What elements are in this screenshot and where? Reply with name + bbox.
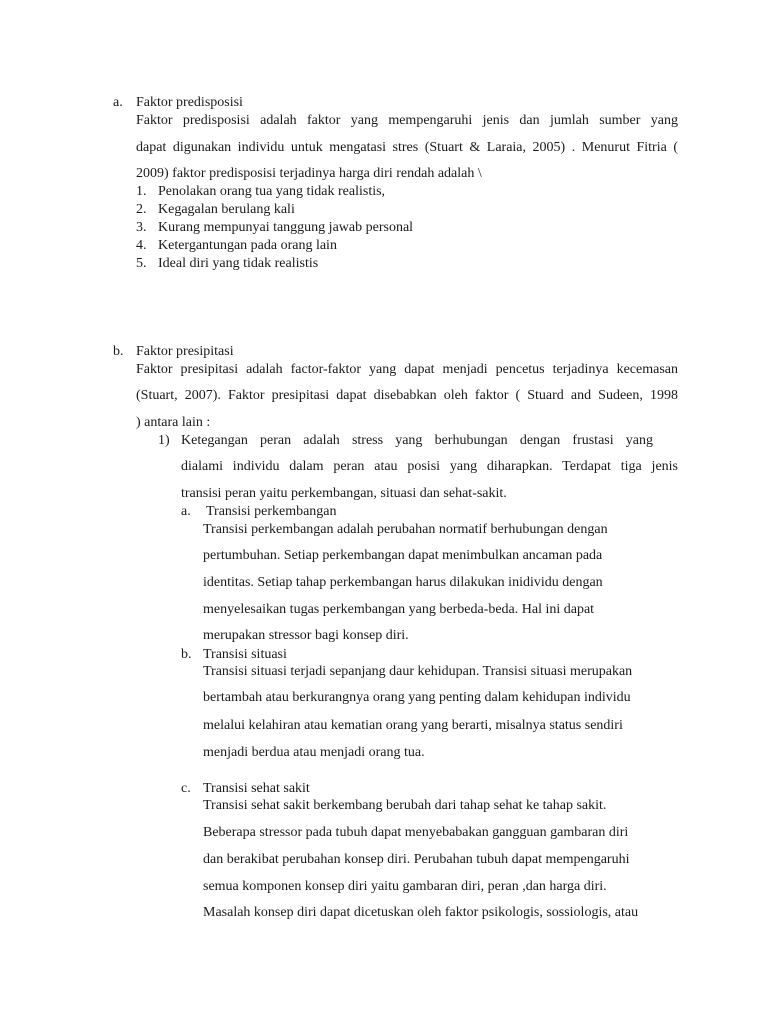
item1-line: transisi peran yaitu perkembangan, situasi dan sehat-sakit.: [181, 486, 507, 501]
section-b-para-line: (Stuart, 2007). Faktor presipitasi dapat disebabkan oleh faktor ( Stuard and Sudeen, 1998: [136, 388, 678, 403]
list-item: Penolakan orang tua yang tidak realistis,: [158, 184, 386, 199]
section-a-heading: Faktor predisposisi: [136, 95, 243, 110]
subsection-title: Transisi situasi: [203, 647, 287, 662]
subsection-line: Transisi situasi terjadi sepanjang daur kehidupan. Transisi situasi merupakan: [203, 664, 633, 679]
subsection-title: Transisi perkembangan: [206, 504, 337, 519]
list-item: Kurang mempunyai tanggung jawab personal: [158, 220, 414, 235]
subsection-marker: b.: [181, 647, 192, 662]
subsection-line: Transisi sehat sakit berkembang berubah dari tahap sehat ke tahap sakit.: [203, 798, 607, 813]
subsection-line: melalui kelahiran atau kematian orang yang berarti, misalnya status sendiri: [203, 718, 623, 733]
list-item: Ketergantungan pada orang lain: [158, 238, 337, 253]
list-item-number: 4.: [136, 238, 147, 253]
subsection-line: menyelesaikan tugas perkembangan yang berbeda-beda. Hal ini dapat: [203, 602, 595, 617]
list-item: Ideal diri yang tidak realistis: [158, 256, 319, 271]
subsection-line: menjadi berdua atau menjadi orang tua.: [203, 745, 425, 760]
subsection-title: Transisi sehat sakit: [203, 781, 310, 796]
subsection-line: dan berakibat perubahan konsep diri. Perubahan tubuh dapat mempengaruhi: [203, 852, 630, 867]
list-item-number: 5.: [136, 256, 147, 271]
subsection-marker: a.: [181, 504, 191, 519]
subsection-line: merupakan stressor bagi konsep diri.: [203, 628, 409, 643]
subsection-line: semua komponen konsep diri yaitu gambaran diri, peran ,dan harga diri.: [203, 879, 607, 894]
section-a-para-line: Faktor predisposisi adalah faktor yang mempengaruhi jenis dan jumlah sumber yang: [136, 113, 678, 128]
section-b-para-line: ) antara lain :: [136, 415, 211, 430]
list-item-number: 2.: [136, 202, 147, 217]
section-b-para-line: Faktor presipitasi adalah factor-faktor yang dapat menjadi pencetus terjadinya kecemasan: [136, 362, 678, 377]
section-a-para-line: dapat digunakan individu untuk mengatasi stres (Stuart & Laraia, 2005) . Menurut Fitria (: [136, 140, 678, 155]
subsection-line: Masalah konsep diri dapat dicetuskan oleh faktor psikologis, sossiologis, atau: [203, 905, 639, 920]
list-item-number: 3.: [136, 220, 147, 235]
item1-line: Ketegangan peran adalah stress yang berhubungan dengan frustasi yang: [181, 433, 653, 448]
item1-line: dialami individu dalam peran atau posisi yang diharapkan. Terdapat tiga jenis: [181, 459, 678, 474]
list-item: Kegagalan berulang kali: [158, 202, 295, 217]
list-item-number: 1): [158, 433, 170, 448]
list-item-number: 1.: [136, 184, 147, 199]
subsection-line: bertambah atau berkurangnya orang yang penting dalam kehidupan individu: [203, 690, 631, 705]
subsection-line: Beberapa stressor pada tubuh dapat menyebabakan gangguan gambaran diri: [203, 825, 629, 840]
subsection-line: identitas. Setiap tahap perkembangan harus dilakukan inidividu dengan: [203, 575, 603, 590]
subsection-line: Transisi perkembangan adalah perubahan normatif berhubungan dengan: [203, 522, 608, 537]
section-b-heading: Faktor presipitasi: [136, 344, 234, 359]
section-a-marker: a.: [113, 95, 123, 110]
subsection-line: pertumbuhan. Setiap perkembangan dapat menimbulkan ancaman pada: [203, 548, 603, 563]
section-a-para-line: 2009) faktor predisposisi terjadinya harga diri rendah adalah \: [136, 166, 482, 181]
section-b-marker: b.: [113, 344, 124, 359]
subsection-marker: c.: [181, 781, 191, 796]
